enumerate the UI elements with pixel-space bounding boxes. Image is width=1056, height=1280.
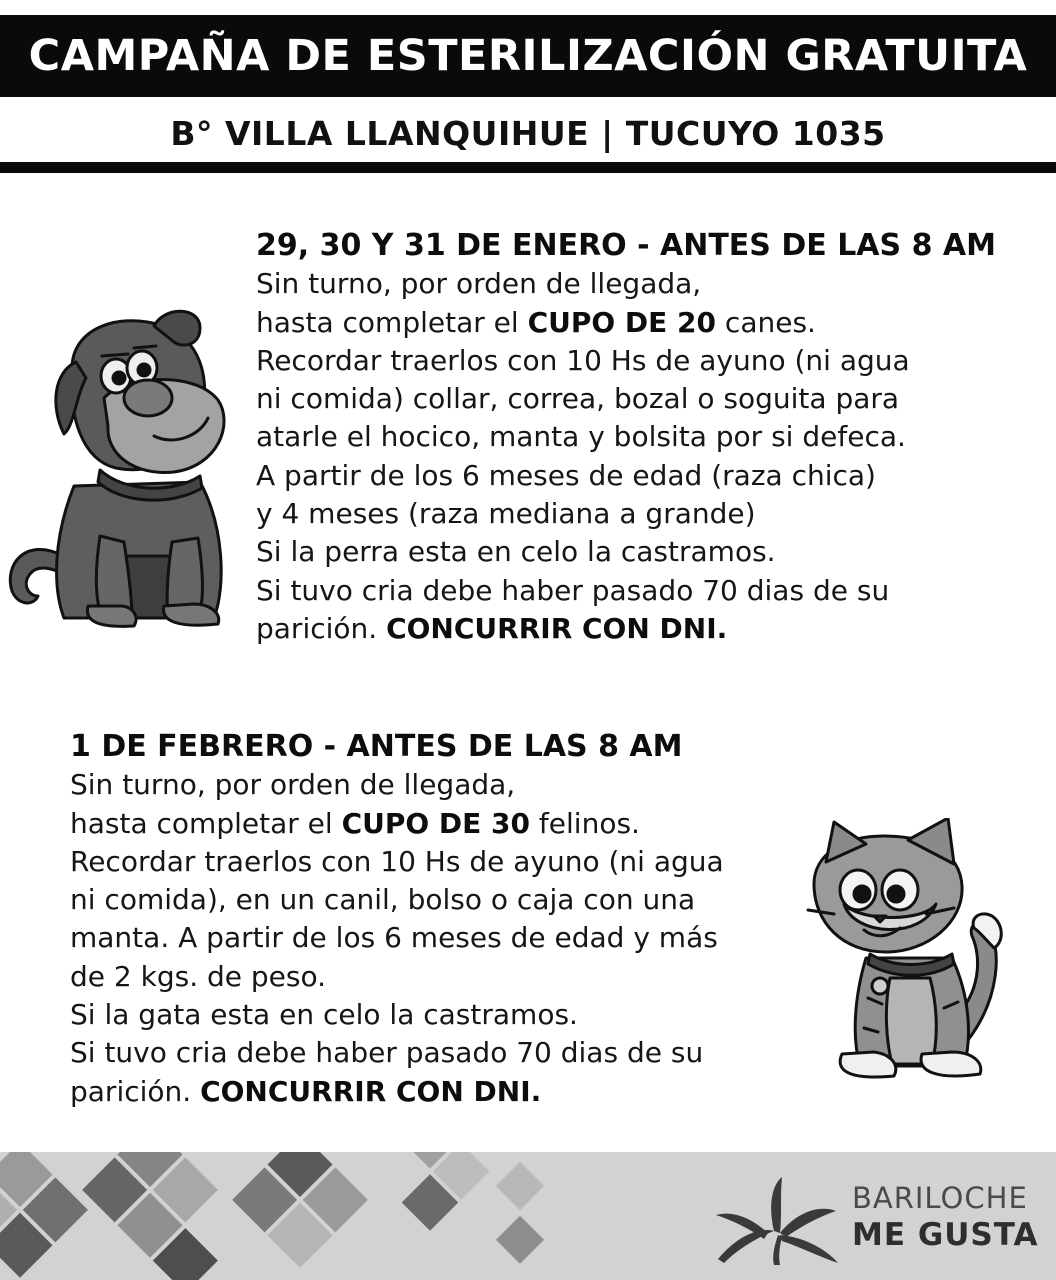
cats-heading: 1 DE FEBRERO - ANTES DE LAS 8 AM [70,729,683,764]
dogs-line-5: atarle el hocico, manta y bolsita por si defeca. [256,420,906,454]
cats-line-5: manta. A partir de los 6 meses de edad y más [70,921,718,955]
header-divider [0,162,1056,173]
dogs-section [256,227,996,648]
cats-quota: CUPO DE 30 [341,806,531,840]
location-subtitle: B° VILLA LLANQUIHUE | TUCUYO 1035 [170,113,886,153]
cats-section [70,728,724,1111]
cats-line-7: Si la gata esta en celo la castramos. [70,998,578,1032]
lily-flower-icon [708,1175,848,1265]
cats-dni-note: CONCURRIR CON DNI. [200,1074,542,1108]
dog-icon [4,306,240,632]
cats-line-4: ni comida), en un canil, bolso o caja con una [70,883,696,917]
cats-line-1: Sin turno, por orden de llegada, [70,768,516,802]
dogs-line-6: A partir de los 6 meses de edad (raza chica) [256,458,876,492]
dogs-line-10 [256,610,996,648]
dogs-line-10-pre: parición. [256,611,387,645]
cats-line-2-post: felinos. [530,806,640,840]
dogs-line-9: Si tuvo cria debe haber pasado 70 dias de su [256,573,890,607]
dogs-line-8: Si la perra esta en celo la castramos. [256,535,776,569]
cats-line-2-pre: hasta completar el [70,806,342,840]
cat-icon [804,818,1010,1082]
cats-line-9 [70,1073,724,1111]
campaign-title: CAMPAÑA DE ESTERILIZACIÓN GRATUITA [28,31,1028,81]
brand-name-line-1: BARILOCHE [852,1181,1028,1215]
dogs-line-2 [256,304,996,342]
dogs-line-7: y 4 meses (raza mediana a grande) [256,497,756,531]
dogs-line-3: Recordar traerlos con 10 Hs de ayuno (ni agua [256,343,910,377]
dogs-quota: CUPO DE 20 [527,305,717,339]
brand-logo [708,1175,1048,1265]
dogs-line-2-post: canes. [716,305,816,339]
campaign-title-bar [0,15,1056,97]
dogs-line-1: Sin turno, por orden de llegada, [256,267,702,301]
diamond-pattern [0,1152,700,1280]
cats-line-6: de 2 kgs. de peso. [70,959,327,993]
cats-line-8: Si tuvo cria debe haber pasado 70 dias de su [70,1036,704,1070]
dogs-heading: 29, 30 Y 31 DE ENERO - ANTES DE LAS 8 AM [256,228,996,263]
dogs-dni-note: CONCURRIR CON DNI. [386,611,728,645]
cats-line-3: Recordar traerlos con 10 Hs de ayuno (ni agua [70,844,724,878]
cats-line-9-pre: parición. [70,1074,201,1108]
dogs-line-2-pre: hasta completar el [256,305,528,339]
cats-line-2 [70,805,724,843]
dogs-line-4: ni comida) collar, correa, bozal o soguita para [256,382,900,416]
brand-name-line-2: ME GUSTA [852,1217,1039,1253]
